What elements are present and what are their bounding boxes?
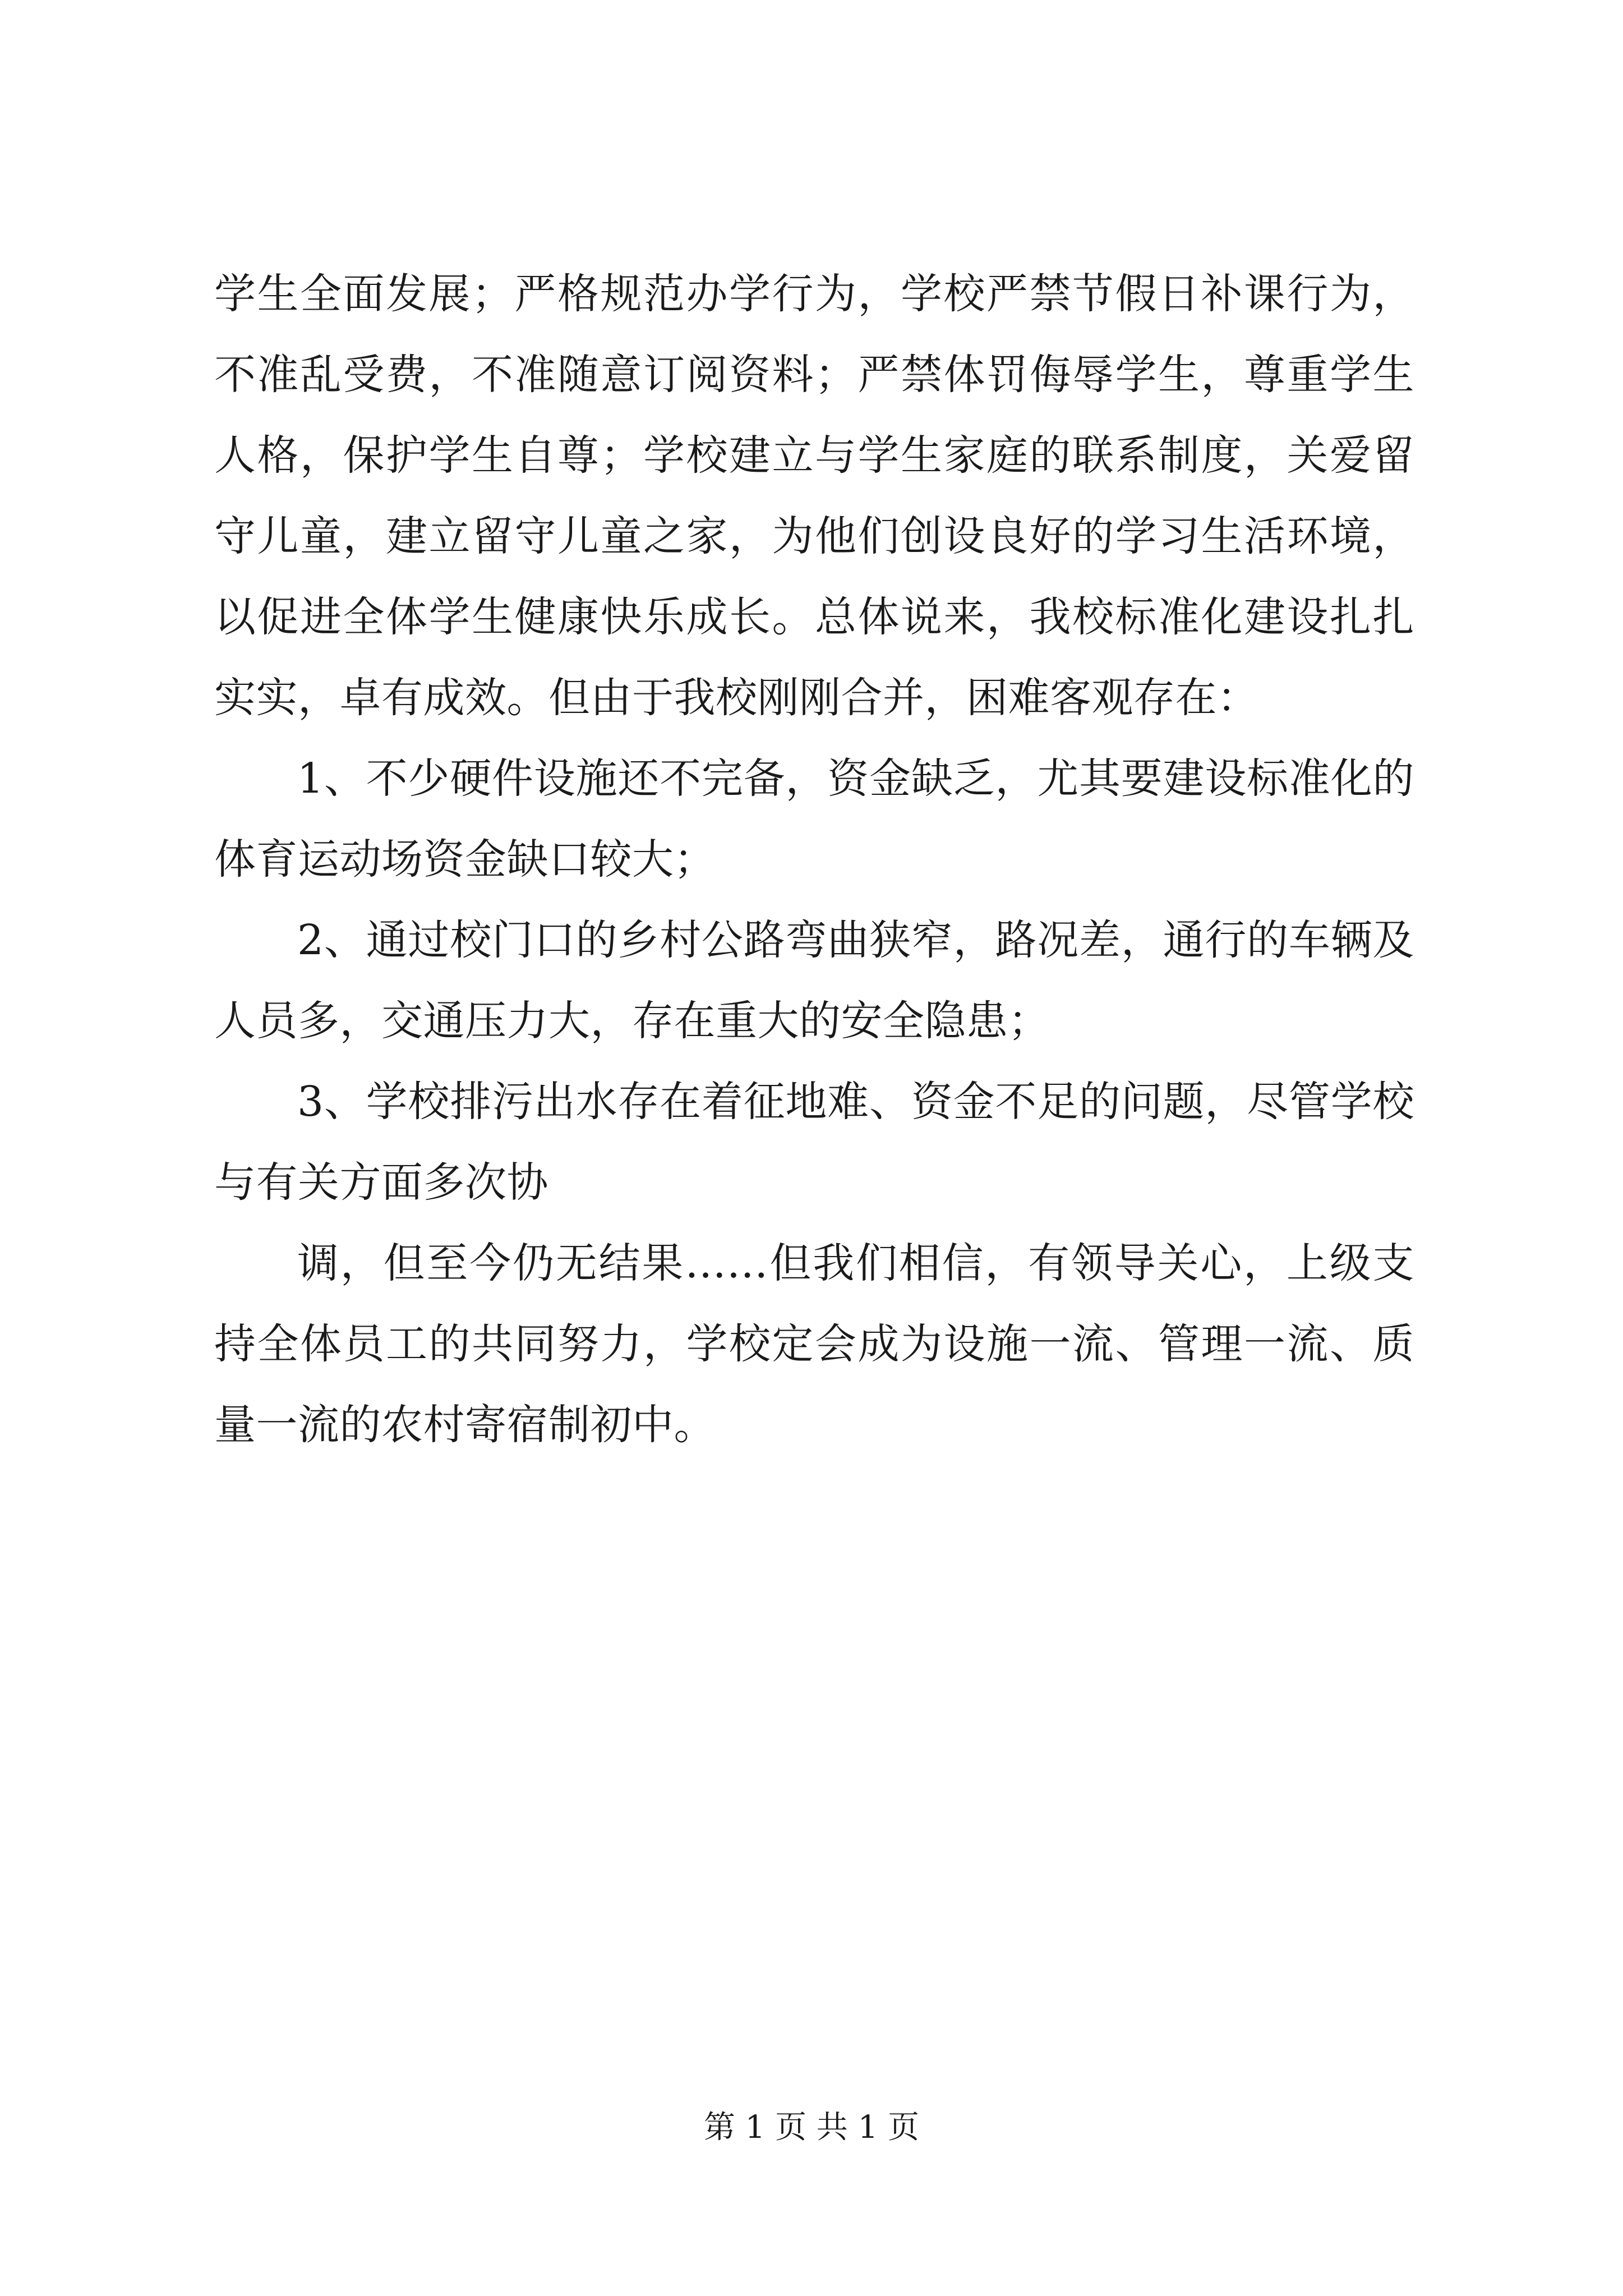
paragraph-conclusion: 调，但至今仍无结果……但我们相信，有领导关心，上级支持全体员工的共同努力，学校定会成为设施一流、管理一流、质量一流的农村寄宿制初中。 bbox=[214, 1239, 1414, 1449]
paragraph-item-1: 1、不少硬件设施还不完备，资金缺乏，尤其要建设标准化的体育运动场资金缺口较大； bbox=[214, 754, 1414, 884]
paragraph-item-2: 2、通过校门口的乡村公路弯曲狭窄，路况差，通行的车辆及人员多，交通压力大，存在重大的安全隐患； bbox=[214, 916, 1414, 1045]
document-body bbox=[214, 254, 1414, 1465]
page-footer bbox=[0, 2108, 1623, 2147]
page-number: 第 1 页 共 1 页 bbox=[703, 2109, 920, 2146]
paragraph-continuation: 学生全面发展；严格规范办学行为，学校严禁节假日补课行为，不准乱受费，不准随意订阅资料；严禁体罚侮辱学生，尊重学生人格，保护学生自尊；学校建立与学生家庭的联系制度，关爱留守儿童，建立留守儿童之家，为他们创设良好的学习生活环境，以促进全体学生健康快乐成长。总体说来，我校标准化建设扎扎实实，卓有成效。但由于我校刚刚合并，困难客观存在： bbox=[214, 270, 1414, 722]
paragraph-item-3: 3、学校排污出水存在着征地难、资金不足的问题，尽管学校与有关方面多次协 bbox=[214, 1078, 1414, 1207]
